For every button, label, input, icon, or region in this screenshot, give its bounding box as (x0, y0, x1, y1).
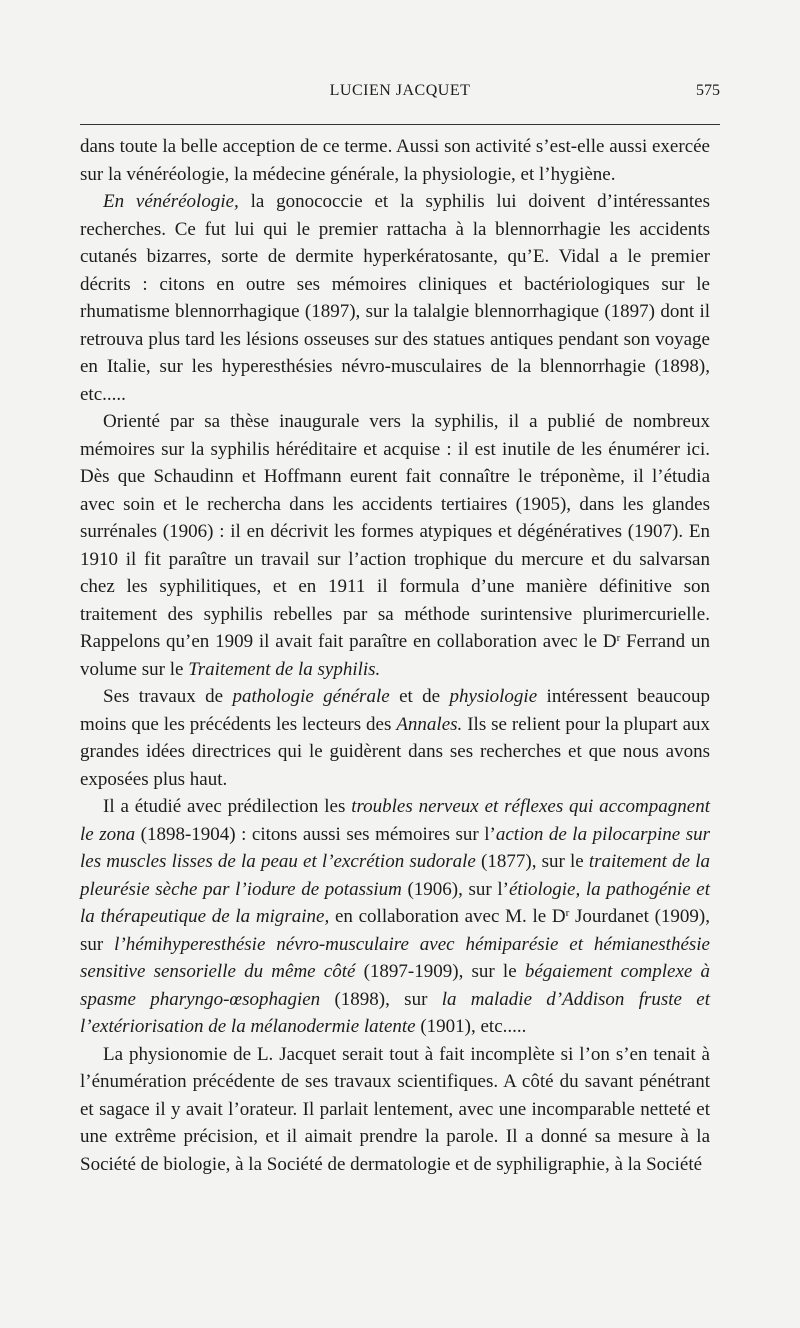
paragraph (80, 133, 710, 188)
italic-text: Traitement de la syphilis. (188, 658, 381, 680)
paragraph (80, 188, 710, 408)
text-run: Ils se relient pour la plupart aux grandes idées directrices qui le guidèrent dans ses recherches et que nous avons exposées plus haut. (80, 713, 710, 790)
italic-text: En vénéréologie, (103, 191, 239, 212)
italic-text: l’hémihyperesthésie névro-musculaire avec hémiparésie et hémianesthésie sensitive sensorielle du même côté (80, 933, 710, 982)
text-run: (1897-1909), sur le (355, 961, 525, 982)
paragraph (80, 1041, 710, 1179)
text-run: (1877), sur le (475, 851, 589, 872)
text-run: (1898), sur (320, 988, 442, 1010)
italic-text: action de la pilocarpine sur les muscles lisses de la peau et l’excrétion sudorale (80, 823, 710, 872)
text-run: La physionomie de L. Jacquet serait tout à fait incomplète si l’on s’en tenait à l’énumération précédente de ses travaux scientifiques. A côté du savant pénétrant et sagace il y avait l’orateur. Il parlait lentement, avec une incomparable netteté et une extrême précision, et il aimait prendre la parole. Il a donné sa mesure à la Société de biologie, à la Société de dermatologie et de syphiligraphie, à la Société (80, 1043, 710, 1175)
text-run: (1906), sur l’ (401, 878, 509, 900)
text-run: en collaboration avec M. le D (329, 906, 566, 927)
text-run: Il a étudié avec prédilection les (103, 796, 352, 817)
text-run: dans toute la belle acception de ce terme. Aussi son activité s’est-elle aussi exercée sur la vénéréologie, la médecine générale, la physiologie, et l’hygiène. (80, 136, 710, 185)
text-run: intéressent beaucoup moins que les précédents les lecteurs des (80, 686, 710, 735)
header-rule (80, 124, 720, 125)
italic-text: la maladie d’Addison fruste et l’extériorisation de la mélanodermie latente (80, 988, 710, 1037)
superscript: r (616, 632, 621, 644)
text-run: Ses travaux de (103, 686, 233, 707)
paragraph (80, 793, 710, 1041)
text-run: Jourdanet (1909), sur (80, 906, 710, 955)
body-text (80, 133, 710, 1178)
text-run: la gonococcie et la syphilis lui doivent d’intéressantes recherches. Ce fut lui qui le premier rattacha à la blennorrhagie les accidents cutanés bizarres, sorte de dermite hyperkératosante, qu’E. Vidal a le premier décrits : citons en outre ses mémoires cliniques et bactériologiques sur le rhumatisme blennorrhagique (1897), sur la talalgie blennorrhagique (1897) dont il retrouva plus tard les lésions osseuses sur des statues antiques pendant son voyage en Italie, sur les hyperesthésies névro-musculaires de la blennorrhagie (1898), etc..... (80, 191, 710, 405)
text-run: et de (389, 686, 450, 707)
italic-text: pathologie générale (232, 686, 390, 707)
superscript: r (565, 907, 570, 919)
paragraph (80, 683, 710, 793)
page-number: 575 (696, 82, 720, 99)
paragraph (80, 408, 710, 683)
italic-text: traitement de la pleurésie sèche par l’iodure de potassium (80, 851, 710, 900)
italic-text: Annales. (396, 713, 463, 735)
italic-text: troubles nerveux et réflexes qui accompagnent le zona (80, 796, 710, 845)
italic-text: étiologie, la pathogénie et la thérapeutique de la migraine, (80, 878, 710, 927)
italic-text: physiologie (449, 686, 538, 707)
text-run: (1901), etc..... (415, 1016, 527, 1037)
running-head: LUCIEN JACQUET (329, 82, 471, 99)
italic-text: bégaiement complexe à spasme pharyngo-œsophagien (80, 961, 710, 1010)
text-run: (1898-1904) : citons aussi ses mémoires sur l’ (135, 823, 496, 845)
text-run: Ferrand un volume sur le (80, 631, 710, 680)
text-run: Orienté par sa thèse inaugurale vers la syphilis, il a publié de nombreux mémoires sur la syphilis héréditaire et acquise : il est inutile de les énumérer ici. Dès que Schaudinn et Hoffmann eurent fait connaître le tréponème, il l’étudia avec soin et le rechercha dans les accidents tertiaires (1905), dans les glandes surrénales (1906) : il en décrivit les formes atypiques et dégénératives (1907). En 1910 il fit paraître un travail sur l’action trophique du mercure et du salvarsan chez les syphilitiques, et en 1911 il formula d’une manière définitive son traitement des syphilis rebelles par sa méthode surintensive plurimercurielle. Rappelons qu’en 1909 il avait fait paraître en collaboration avec le D (80, 411, 710, 652)
page-header (80, 82, 720, 108)
